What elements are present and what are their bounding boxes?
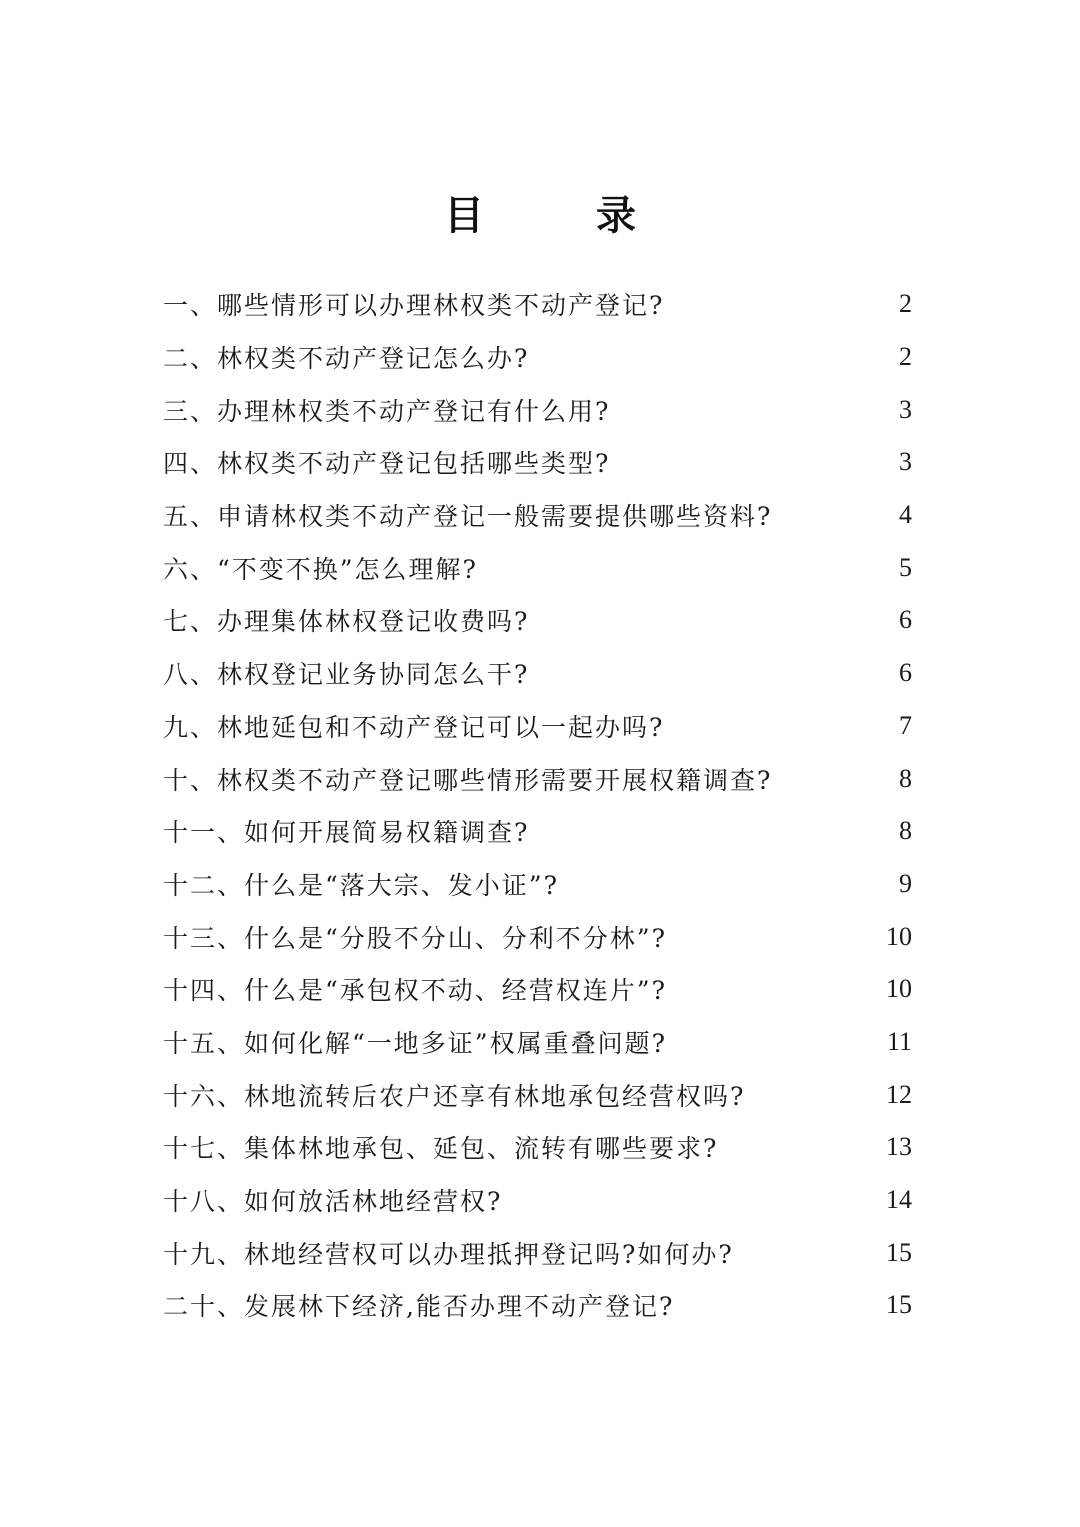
toc-page-number: 7 [899,710,912,740]
toc-entry-text: 二、林权类不动产登记怎么办? [163,344,530,374]
toc-entry-text: 二十、发展林下经济,能否办理不动产登记? [163,1292,675,1322]
toc-page-number: 11 [886,1026,912,1056]
toc-page-number: 15 [886,1237,912,1267]
toc-entry [163,1279,923,1332]
toc-entry [163,1174,923,1227]
toc-entry-text: 十六、林地流转后农户还享有林地承包经营权吗? [163,1081,746,1111]
toc-page-number: 3 [899,394,912,424]
toc-entry-text: 五、申请林权类不动产登记一般需要提供哪些资料? [163,502,773,532]
toc-entry-text: 十七、集体林地承包、延包、流转有哪些要求? [163,1134,719,1164]
toc-entry-text: 十二、什么是“落大宗、发小证”? [163,870,559,900]
toc-page-number: 5 [899,552,912,582]
toc-page-number: 3 [899,447,912,477]
toc-entry [163,647,923,700]
toc-entry [163,910,923,963]
toc-list [163,278,923,1332]
toc-entry-text: 十五、如何化解“一地多证”权属重叠问题? [163,1028,667,1058]
toc-entry [163,1068,923,1121]
toc-entry [163,594,923,647]
toc-entry-text: 十一、如何开展简易权籍调查? [163,818,530,848]
toc-entry [163,1016,923,1069]
toc-entry [163,331,923,384]
toc-entry-text: 八、林权登记业务协同怎么干? [163,660,530,690]
toc-entry [163,963,923,1016]
page-title: 目 录 [444,193,672,239]
toc-entry [163,489,923,542]
toc-entry-text: 四、林权类不动产登记包括哪些类型? [163,449,611,479]
toc-entry-text: 十八、如何放活林地经营权? [163,1187,503,1217]
toc-page-number: 2 [899,342,912,372]
toc-page-number: 6 [899,658,912,688]
toc-entry [163,436,923,489]
toc-entry [163,700,923,753]
toc-entry-text: 十四、什么是“承包权不动、经营权连片”? [163,976,667,1006]
toc-page-number: 12 [886,1079,912,1109]
toc-page-number: 2 [899,289,912,319]
toc-page-number: 6 [899,605,912,635]
toc-page-number: 15 [886,1290,912,1320]
toc-entry-text: 七、办理集体林权登记收费吗? [163,607,530,637]
toc-page-number: 10 [886,921,912,951]
toc-entry-text: 十三、什么是“分股不分山、分利不分林”? [163,923,667,953]
toc-page-number: 9 [899,868,912,898]
toc-page-number: 8 [899,816,912,846]
toc-entry [163,278,923,331]
toc-page-number: 8 [899,763,912,793]
toc-entry-text: 十九、林地经营权可以办理抵押登记吗?如何办? [163,1239,734,1269]
toc-entry-text: 三、办理林权类不动产登记有什么用? [163,396,611,426]
toc-entry [163,541,923,594]
toc-entry-text: 十、林权类不动产登记哪些情形需要开展权籍调查? [163,765,773,795]
toc-entry [163,383,923,436]
toc-entry [163,858,923,911]
toc-entry-text: 一、哪些情形可以办理林权类不动产登记? [163,291,665,321]
toc-entry [163,1121,923,1174]
toc-page-number: 10 [886,974,912,1004]
toc-page-number: 14 [886,1185,912,1215]
toc-entry [163,752,923,805]
toc-page-number: 4 [899,500,912,530]
toc-entry-text: 六、“不变不换”怎么理解? [163,554,478,584]
toc-page-number: 13 [886,1132,912,1162]
toc-entry [163,1226,923,1279]
toc-entry [163,805,923,858]
toc-entry-text: 九、林地延包和不动产登记可以一起办吗? [163,712,665,742]
